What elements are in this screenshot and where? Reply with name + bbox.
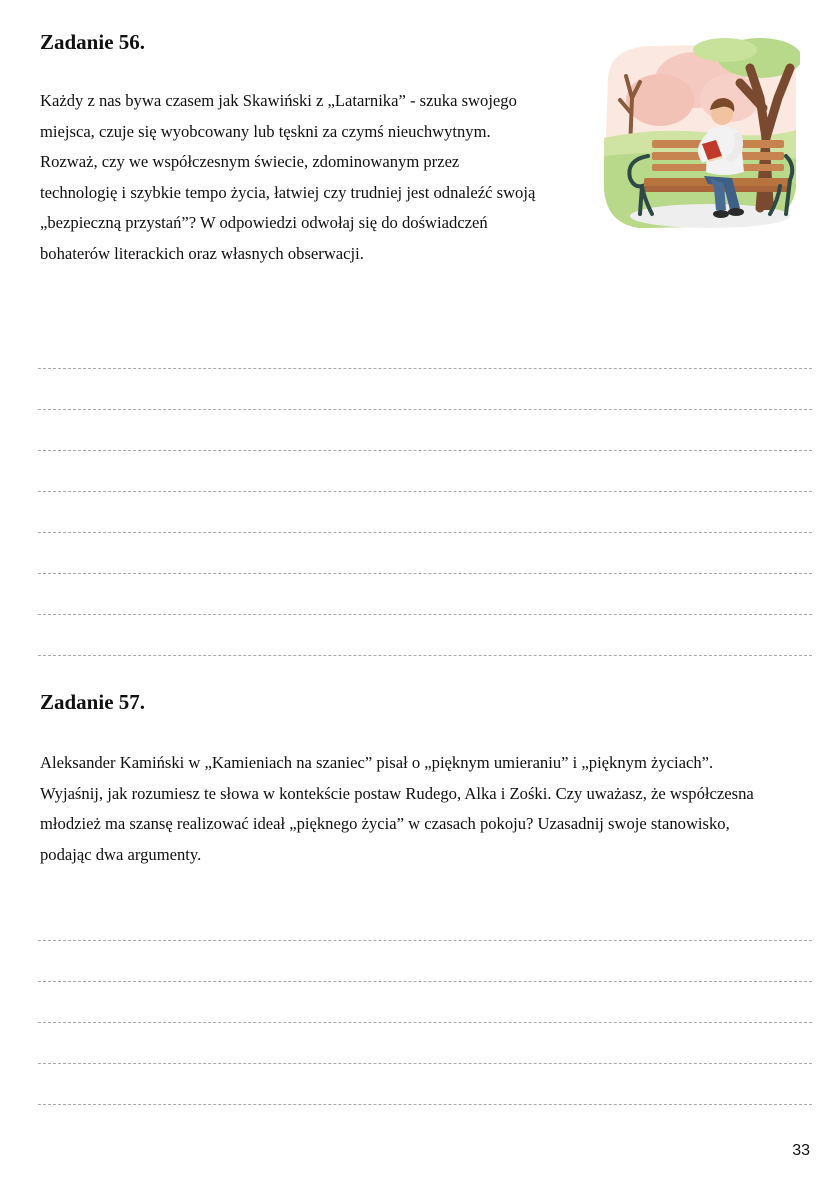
answer-line[interactable] — [38, 1104, 812, 1105]
task-57-line: młodzież ma szansę realizować ideał „pięknego życia” w czasach pokoju? Uzasadnij swoje stanowisko, — [40, 814, 730, 833]
answer-line[interactable] — [38, 573, 812, 574]
boy-reading-on-bench-icon — [600, 38, 800, 238]
task-57-title: Zadanie 57. — [40, 690, 146, 714]
task-56-text — [40, 86, 535, 269]
page-number: 33 — [792, 1142, 810, 1159]
task-56-line: miejsca, czuje się wyobcowany lub tęskni za czymś nieuchwytnym. — [40, 121, 491, 141]
answer-line[interactable] — [38, 532, 812, 533]
task-57-line: podając dwa argumenty. — [40, 844, 202, 864]
answer-line[interactable] — [38, 409, 812, 410]
answer-line[interactable] — [38, 614, 812, 615]
answer-line[interactable] — [38, 491, 812, 492]
answer-line[interactable] — [38, 1063, 812, 1064]
task-57-line: Wyjaśnij, jak rozumiesz te słowa w kontekście postaw Rudego, Alka i Zośki. Czy uważasz, że współczesna — [40, 783, 754, 803]
task-57-line: Aleksander Kamiński w „Kamieniach na szaniec” pisał o „pięknym umieraniu” i „pięknym życiach”. — [40, 753, 714, 772]
answer-line[interactable] — [38, 368, 812, 369]
task-57-text — [40, 748, 754, 870]
task-56-line: bohaterów literackich oraz własnych obserwacji. — [40, 243, 364, 263]
answer-line[interactable] — [38, 655, 812, 656]
answer-line[interactable] — [38, 940, 812, 941]
answer-line[interactable] — [38, 1022, 812, 1023]
answer-line[interactable] — [38, 450, 812, 451]
task-56-line: Rozważ, czy we współczesnym świecie, zdominowanym przez — [40, 152, 460, 171]
answer-line[interactable] — [38, 981, 812, 982]
task-56-title: Zadanie 56. — [40, 30, 146, 54]
task-56-line: Każdy z nas bywa czasem jak Skawiński z „Latarnika” - szuka swojego — [40, 91, 517, 110]
task-56-line: „bezpieczną przystań”? W odpowiedzi odwołaj się do doświadczeń — [40, 213, 488, 232]
task-56-line: technologię i szybkie tempo życia, łatwiej czy trudniej jest odnaleźć swoją — [40, 182, 536, 202]
